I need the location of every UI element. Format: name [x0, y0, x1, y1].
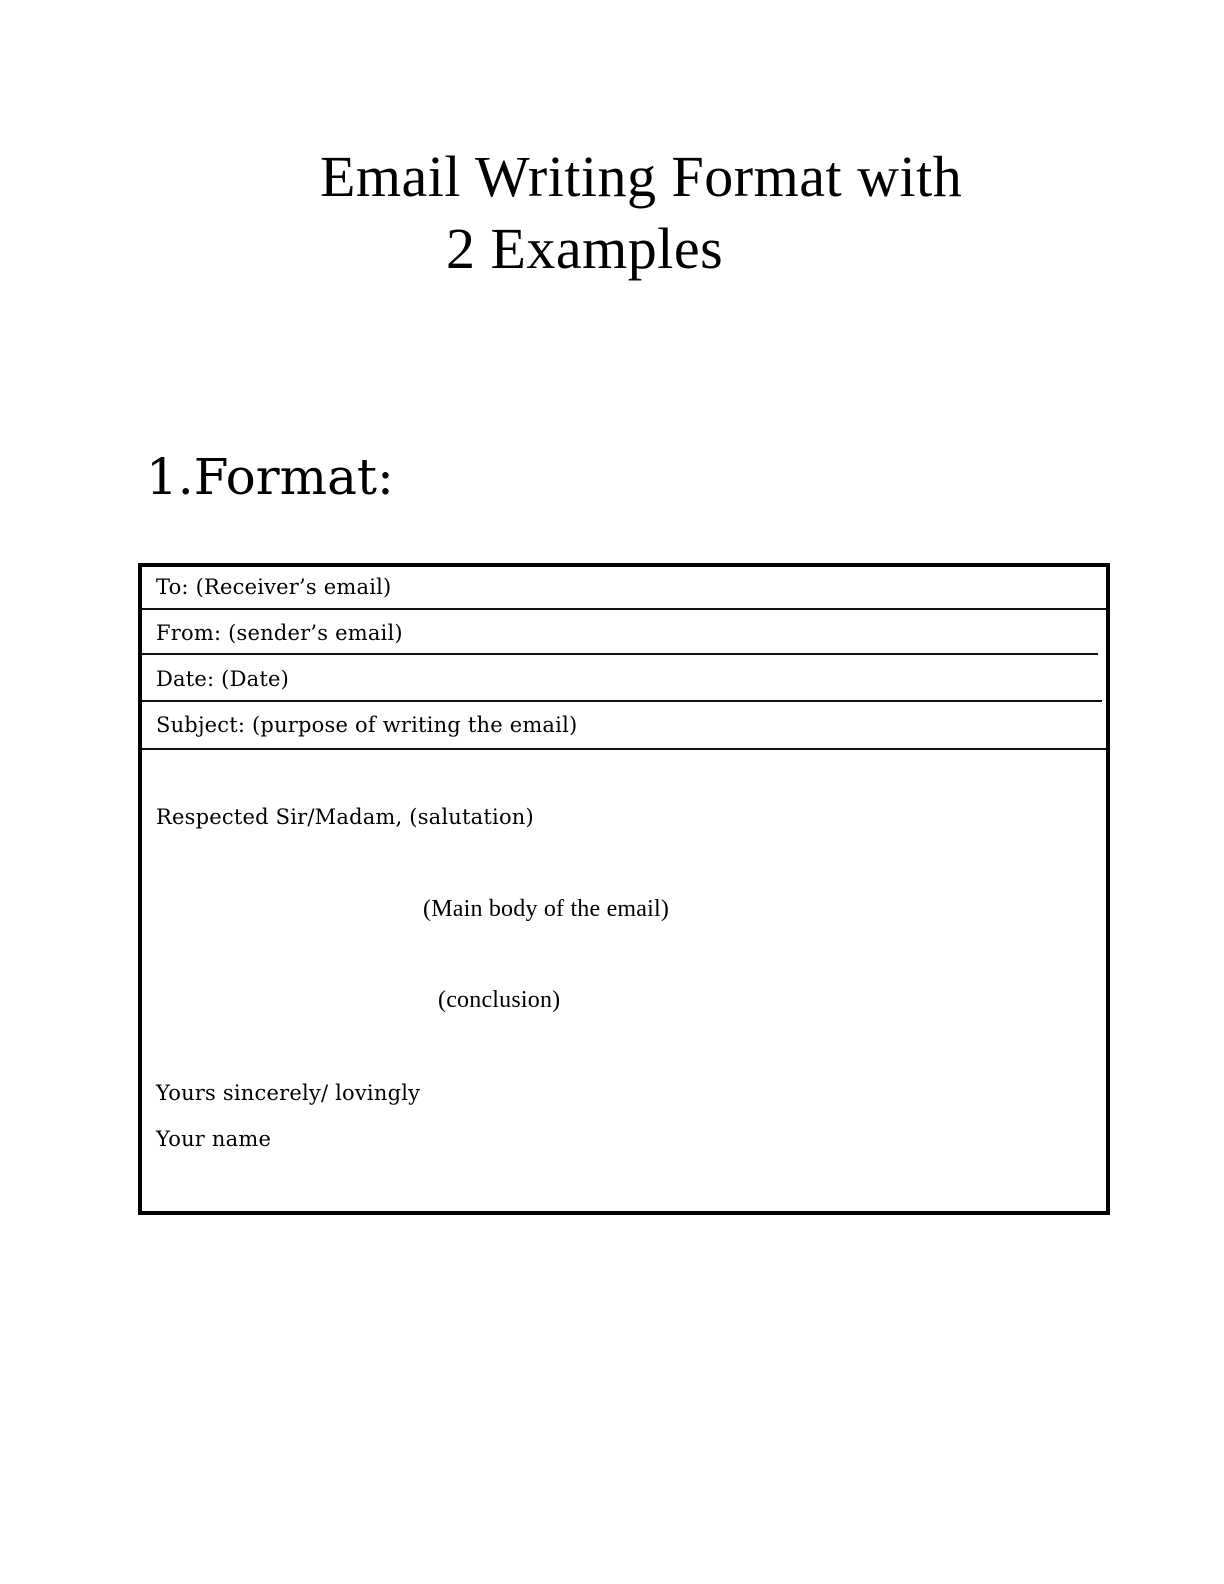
row-divider [142, 748, 1106, 750]
date-field-label: Date: (Date) [156, 667, 289, 691]
signature-text: Your name [156, 1127, 272, 1151]
conclusion-text: (conclusion) [438, 987, 561, 1013]
salutation-text: Respected Sir/Madam, (salutation) [156, 805, 534, 829]
row-divider [142, 700, 1102, 702]
row-divider [142, 653, 1098, 655]
to-field-label: To: (Receiver’s email) [156, 575, 392, 599]
document-title-line-2: 2 Examples [446, 216, 724, 281]
document-title-line-1: Email Writing Format with [320, 144, 963, 209]
section-heading-format: 1.Format: [146, 448, 394, 506]
main-body-text: (Main body of the email) [423, 896, 670, 922]
row-divider [142, 608, 1106, 610]
subject-field-label: Subject: (purpose of writing the email) [156, 713, 578, 737]
from-field-label: From: (sender’s email) [156, 621, 403, 645]
email-format-box [138, 563, 1110, 1215]
closing-text: Yours sincerely/ lovingly [156, 1081, 421, 1105]
